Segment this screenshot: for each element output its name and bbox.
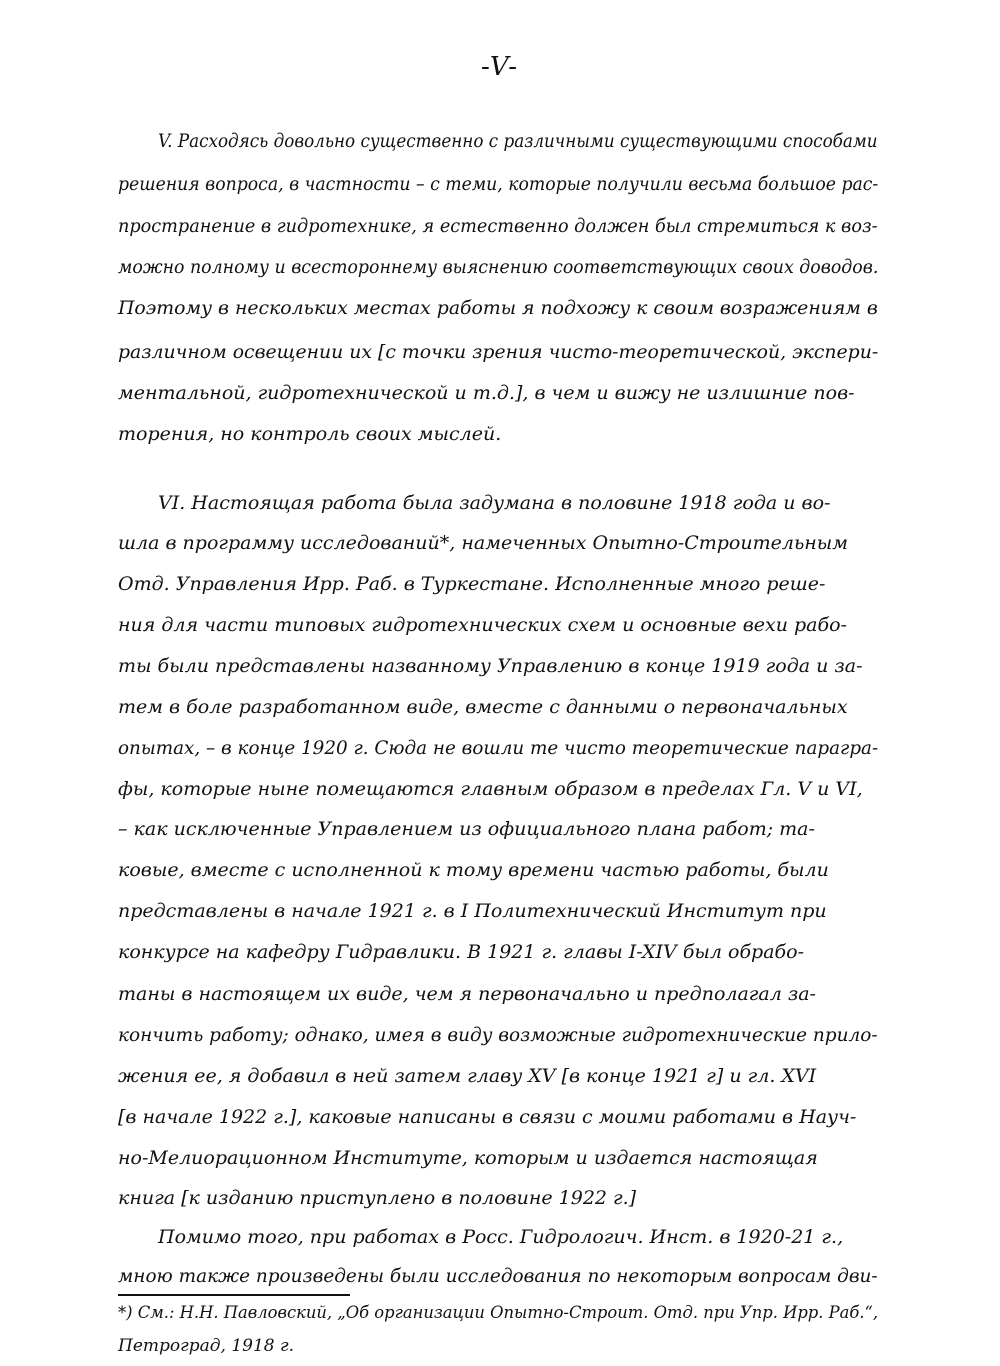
text-line: представлены в начале 1921 г. в I Политехнический Институт при (118, 900, 827, 922)
text-line: Поэтому в нескольких местах работы я подхожу к своим возражениям в (118, 297, 878, 319)
page-number: -V- (480, 52, 520, 82)
text-line: жения ее, я добавил в ней затем главу XV [в конце 1921 г] и гл. XVI (118, 1065, 817, 1087)
text-line: опытах, – в конце 1920 г. Сюда не вошли те чисто теоретические парагра- (118, 737, 879, 759)
text-line: V. Расходясь довольно существенно с различными существующими способами (158, 130, 878, 152)
text-line: решения вопроса, в частности – с теми, которые получили весьма большое рас- (118, 173, 879, 195)
text-line: фы, которые ныне помещаются главным образом в пределах Гл. V и VI, (118, 778, 863, 800)
footnote-line: *) См.: Н.Н. Павловский, „Об организации Опытно-Строит. Отд. при Упр. Ирр. Раб.“, (118, 1303, 879, 1323)
text-line: [в начале 1922 г.], каковые написаны в связи с моими работами в Науч- (118, 1106, 857, 1128)
text-line: ковые, вместе с исполненной к тому времени частью работы, были (118, 859, 829, 881)
footnote-line: Петроград, 1918 г. (118, 1336, 294, 1356)
text-line: ты были представлены названному Управлению в конце 1919 года и за- (118, 655, 863, 677)
text-line: но-Мелиорационном Институте, которым и издается настоящая (118, 1147, 818, 1169)
text-line: торения, но контроль своих мыслей. (118, 423, 502, 445)
text-line: различном освещении их [с точки зрения чисто-теоретической, экспери- (118, 341, 879, 363)
text-line: VI. Настоящая работа была задумана в половине 1918 года и во- (158, 492, 831, 514)
text-line: конкурсе на кафедру Гидравлики. В 1921 г. главы I-XIV был обрабо- (118, 941, 805, 963)
text-line: можно полному и всестороннему выяснению соответствующих своих доводов. (118, 256, 879, 278)
text-line: ментальной, гидротехнической и т.д.], в чем и вижу не излишние пов- (118, 382, 855, 404)
text-line: шла в программу исследований*, намеченных Опытно-Строительным (118, 532, 849, 554)
text-line: мною также произведены были исследования по некоторым вопросам дви- (118, 1265, 878, 1287)
text-line: пространение в гидротехнике, я естественно должен был стремиться к воз- (118, 215, 878, 237)
footnote-divider (118, 1294, 350, 1296)
text-line: Помимо того, при работах в Росс. Гидрологич. Инст. в 1920-21 г., (158, 1226, 844, 1248)
text-line: ния для части типовых гидротехнических схем и основные вехи рабо- (118, 614, 847, 636)
text-line: – как исключенные Управлением из официального плана работ; та- (118, 818, 815, 840)
text-line: кончить работу; однако, имея в виду возможные гидротехнические прило- (118, 1024, 878, 1046)
text-line: книга [к изданию приступлено в половине 1922 г.] (118, 1187, 637, 1209)
text-line: Отд. Управления Ирр. Раб. в Туркестане. Исполненные много реше- (118, 573, 826, 595)
text-line: таны в настоящем их виде, чем я первоначально и предполагал за- (118, 983, 816, 1005)
text-line: тем в боле разработанном виде, вместе с данными о первоначальных (118, 696, 848, 718)
